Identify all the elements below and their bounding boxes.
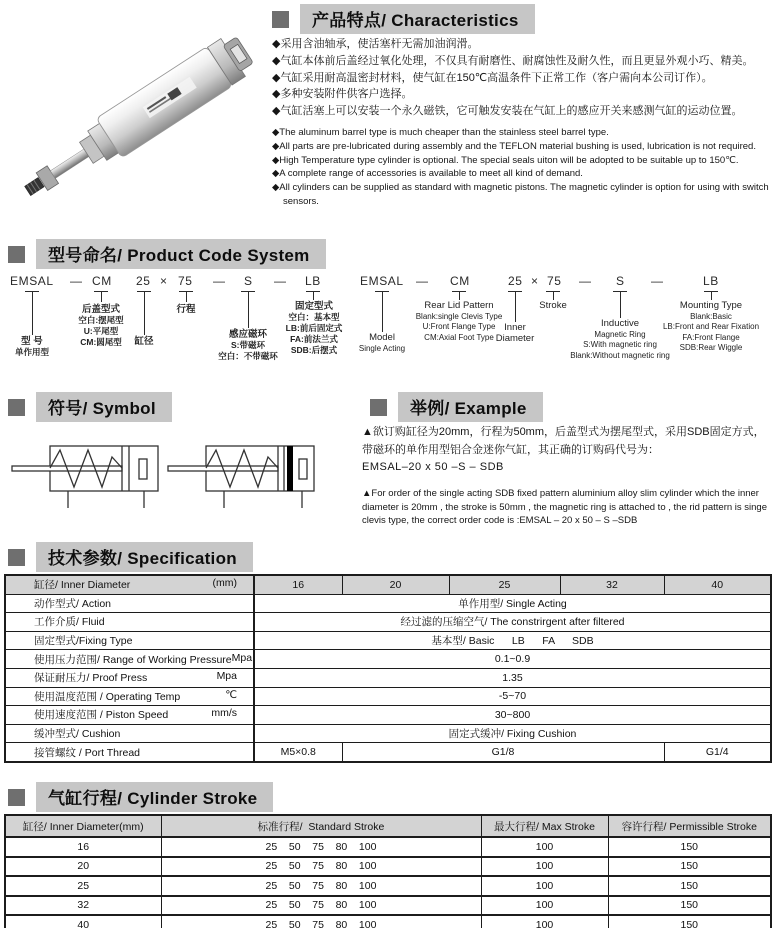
header-square-marker [370, 399, 387, 416]
code-token: CM [92, 274, 112, 288]
code-label-group: 感应磁环 S:带磁环 空白：不带磁环 [218, 329, 278, 361]
table-cell: 标准行程/ Standard Stroke [161, 815, 481, 837]
table-cell: 缓冲型式/ Cushion [5, 724, 254, 743]
table-row [5, 743, 771, 762]
code-label-group: 固定型式 空白：基本型 LB:前后固定式 FA:前法兰式 SDB:后摆式 [285, 301, 343, 355]
table-cell: 保证耐压力/ Proof Press Mpa [5, 668, 254, 687]
product-code-diagram-cn [8, 274, 358, 378]
bullet-item: ◆气缸采用耐高温密封材料，使气缸在150℃高温条件下正常工作（客户需向本公司订作）。 [272, 71, 713, 84]
characteristics-bullets-cn [272, 36, 772, 120]
cylinder-photo-graphic [0, 14, 270, 232]
table-cell: 缸径/ Inner Diameter(mm) [5, 815, 161, 837]
section-header-product-code [8, 239, 326, 269]
example-text-en: ▲For order of the single acting SDB fixed pattern aluminium alloy slim cylinder which the inner diameter is 20mm , the stroke is 50mm , the magnetic ring is attached to , the rid pattern is singe clevis type, the correct order code is :EMSAL – 20 x 50 – S –SDB [362, 488, 767, 526]
connector-line [101, 291, 102, 302]
code-token: — [416, 274, 429, 288]
table-cell: 20 [5, 857, 161, 877]
table-cell: 40 [664, 575, 771, 594]
header-square-marker [8, 246, 25, 263]
table-row [5, 876, 771, 896]
table-cell: 100 [481, 896, 608, 916]
code-token: — [274, 274, 287, 288]
code-token: EMSAL [10, 274, 54, 288]
connector-line [553, 291, 554, 300]
table-row [5, 687, 771, 706]
table-cell: 32 [5, 896, 161, 916]
table-row [5, 594, 771, 613]
bullet-item: ◆All cylinders can be supplied as standard with magnetic pistons. The magnetic cylinder is option for using with switch sensors. [272, 182, 769, 207]
connector-line [248, 291, 249, 328]
table-cell: 工作介质/ Fluid [5, 613, 254, 632]
table-cell: 25 50 75 80 100 [161, 857, 481, 877]
table-cell: 缸径/ Inner Diameter (mm) [5, 575, 254, 594]
table-cell: G1/8 [342, 743, 664, 762]
table-cell: -5~70 [254, 687, 771, 706]
stroke-table [4, 814, 772, 928]
code-token: — [579, 274, 592, 288]
connector-line [459, 291, 460, 300]
header-square-marker [8, 399, 25, 416]
code-token: × [160, 274, 168, 288]
code-token: S [244, 274, 253, 288]
code-token: × [531, 274, 539, 288]
table-cell: 150 [608, 837, 771, 857]
table-cell: 单作用型/ Single Acting [254, 594, 771, 613]
example-text-cn: ▲欲订购缸径为20mm，行程为50mm，后盖型式为摆尾型式，采用SDB固定方式，带磁环的单作用型铝合金迷你气缸，其正确的订购码代号为： EMSAL–20 x 50 –S – SDB [362, 424, 770, 477]
code-token: — [651, 274, 664, 288]
table-cell: 接管螺纹 / Port Thread [5, 743, 254, 762]
code-label-group: 缸径 [134, 336, 154, 347]
bullet-item: ◆All parts are pre-lubricated during assembly and the TEFLON material bushing is used, lubrication is not required. [272, 140, 756, 152]
section-title: 举例/ Example [398, 392, 543, 422]
table-cell: 容许行程/ Permissible Stroke [608, 815, 771, 837]
table-cell: 固定型式/Fixing Type [5, 631, 254, 650]
table-cell: 16 [5, 837, 161, 857]
connector-line [711, 291, 712, 300]
code-token: LB [305, 274, 321, 288]
code-token: — [213, 274, 226, 288]
table-cell: 使用速度范围 / Piston Speed mm/s [5, 706, 254, 725]
bullet-item: ◆多种安装附件供客户选择。 [272, 88, 413, 101]
table-cell: 基本型/ Basic LB FA SDB [254, 631, 771, 650]
connector-line [313, 291, 314, 300]
connector-line [620, 291, 621, 318]
table-cell: 40 [5, 915, 161, 928]
table-cell: 25 50 75 80 100 [161, 837, 481, 857]
characteristics-bullets-en [272, 126, 774, 209]
code-label-group: Inner Diameter [495, 322, 535, 344]
connector-line [186, 291, 187, 302]
table-cell: 最大行程/ Max Stroke [481, 815, 608, 837]
table-cell: 32 [560, 575, 664, 594]
section-title: 符号/ Symbol [36, 392, 172, 422]
table-cell: G1/4 [664, 743, 771, 762]
table-cell: 30~800 [254, 706, 771, 725]
section-header-example [370, 392, 543, 422]
pneumatic-symbol-basic [10, 437, 160, 514]
table-cell: 25 50 75 80 100 [161, 915, 481, 928]
code-label-group: 后盖型式 空白:摆尾型 U:平尾型 CM:圆尾型 [78, 304, 124, 347]
table-cell: 使用压力范围/ Range of Working Pressure Mpa [5, 650, 254, 669]
code-token: — [70, 274, 83, 288]
bullet-item: ◆A complete range of accessories is available to meet all kind of demand. [272, 168, 583, 180]
table-cell: M5×0.8 [254, 743, 342, 762]
table-cell: 100 [481, 837, 608, 857]
product-photo [0, 14, 270, 232]
code-label-group: Model Single Acting [358, 332, 406, 353]
code-token: 25 [508, 274, 523, 288]
bullet-item: ◆气缸本体前后盖经过氧化处理，不仅具有耐磨性、耐腐蚀性及耐久性，而且更显外观小巧、精美。 [272, 54, 754, 67]
table-cell: 25 50 75 80 100 [161, 876, 481, 896]
table-row [5, 915, 771, 928]
section-header-specification [8, 542, 253, 572]
table-row [5, 857, 771, 877]
table-cell: 动作型式/ Action [5, 594, 254, 613]
code-label-group: Rear Lid Pattern Blank:single Clevis Type U:Front Flange Type CM:Axial Foot Type [415, 300, 503, 342]
bullet-item: ◆采用含油轴承，使活塞杆无需加油润滑。 [272, 38, 479, 50]
table-cell: 25 [449, 575, 560, 594]
table-row [5, 837, 771, 857]
table-row [5, 631, 771, 650]
table-cell: 16 [254, 575, 342, 594]
table-cell: 固定式缓冲/ Fixing Cushion [254, 724, 771, 743]
table-row [5, 896, 771, 916]
header-square-marker [272, 11, 289, 28]
connector-line [515, 291, 516, 322]
code-token: LB [703, 274, 719, 288]
table-cell: 25 50 75 80 100 [161, 896, 481, 916]
connector-line [382, 291, 383, 332]
code-label-group: Inductive Magnetic Ring S:With magnetic ring Blank:Without magnetic ring [570, 318, 670, 360]
code-token: 75 [547, 274, 562, 288]
table-cell: 1.35 [254, 668, 771, 687]
table-row [5, 613, 771, 632]
bullet-item: ◆气缸活塞上可以安装一个永久磁铁，它可触发安装在气缸上的感应开关来感测气缸的运动位置。 [272, 105, 743, 118]
code-label-group: 行程 [176, 304, 196, 315]
table-row [5, 668, 771, 687]
section-header-cylinder-stroke [8, 782, 273, 812]
code-token: S [616, 274, 625, 288]
pneumatic-symbol-magnetic [166, 437, 316, 514]
section-title: 型号命名/ Product Code System [36, 239, 326, 269]
code-token: 25 [136, 274, 151, 288]
section-header-characteristics [272, 4, 535, 34]
connector-line [32, 291, 33, 335]
table-cell: 100 [481, 915, 608, 928]
table-cell: 100 [481, 857, 608, 877]
table-cell: 150 [608, 876, 771, 896]
spec-header-row [5, 575, 771, 594]
table-cell: 20 [342, 575, 449, 594]
section-header-symbol [8, 392, 172, 422]
code-token: CM [450, 274, 470, 288]
bullet-item: ◆The aluminum barrel type is much cheaper than the stainless steel barrel type. [272, 127, 609, 138]
table-cell: 150 [608, 857, 771, 877]
table-cell: 25 [5, 876, 161, 896]
table-row [5, 724, 771, 743]
code-label-group: Stroke [539, 300, 567, 311]
code-token: EMSAL [360, 274, 404, 288]
example-order-code: EMSAL–20 x 50 –S – SDB [362, 461, 504, 473]
code-token: 75 [178, 274, 193, 288]
code-label-group: 型 号 单作用型 [14, 336, 49, 357]
header-square-marker [8, 549, 25, 566]
code-label-group: Mounting Type Blank:Basic LB:Front and Rear Fixation FA:Front Flange SDB:Rear Wiggle [662, 300, 760, 352]
section-title: 产品特点/ Characteristics [300, 4, 535, 34]
table-cell: 150 [608, 915, 771, 928]
table-cell: 150 [608, 896, 771, 916]
table-row [5, 650, 771, 669]
header-square-marker [8, 789, 25, 806]
connector-line [144, 291, 145, 335]
stroke-header-row [5, 815, 771, 837]
table-cell: 0.1~0.9 [254, 650, 771, 669]
table-row [5, 706, 771, 725]
bullet-item: ◆High Temperature type cylinder is optional. The special seals uiton will be adopted to be suitable up to 150℃. [272, 154, 739, 166]
spec-table [4, 574, 772, 763]
table-cell: 经过滤的压缩空气/ The constrirgent after filtered [254, 613, 771, 632]
table-cell: 使用温度范围 / Operating Temp ℃ [5, 687, 254, 706]
product-code-diagram-en [360, 274, 774, 384]
section-title: 气缸行程/ Cylinder Stroke [36, 782, 273, 812]
table-cell: 100 [481, 876, 608, 896]
section-title: 技术参数/ Specification [36, 542, 253, 572]
